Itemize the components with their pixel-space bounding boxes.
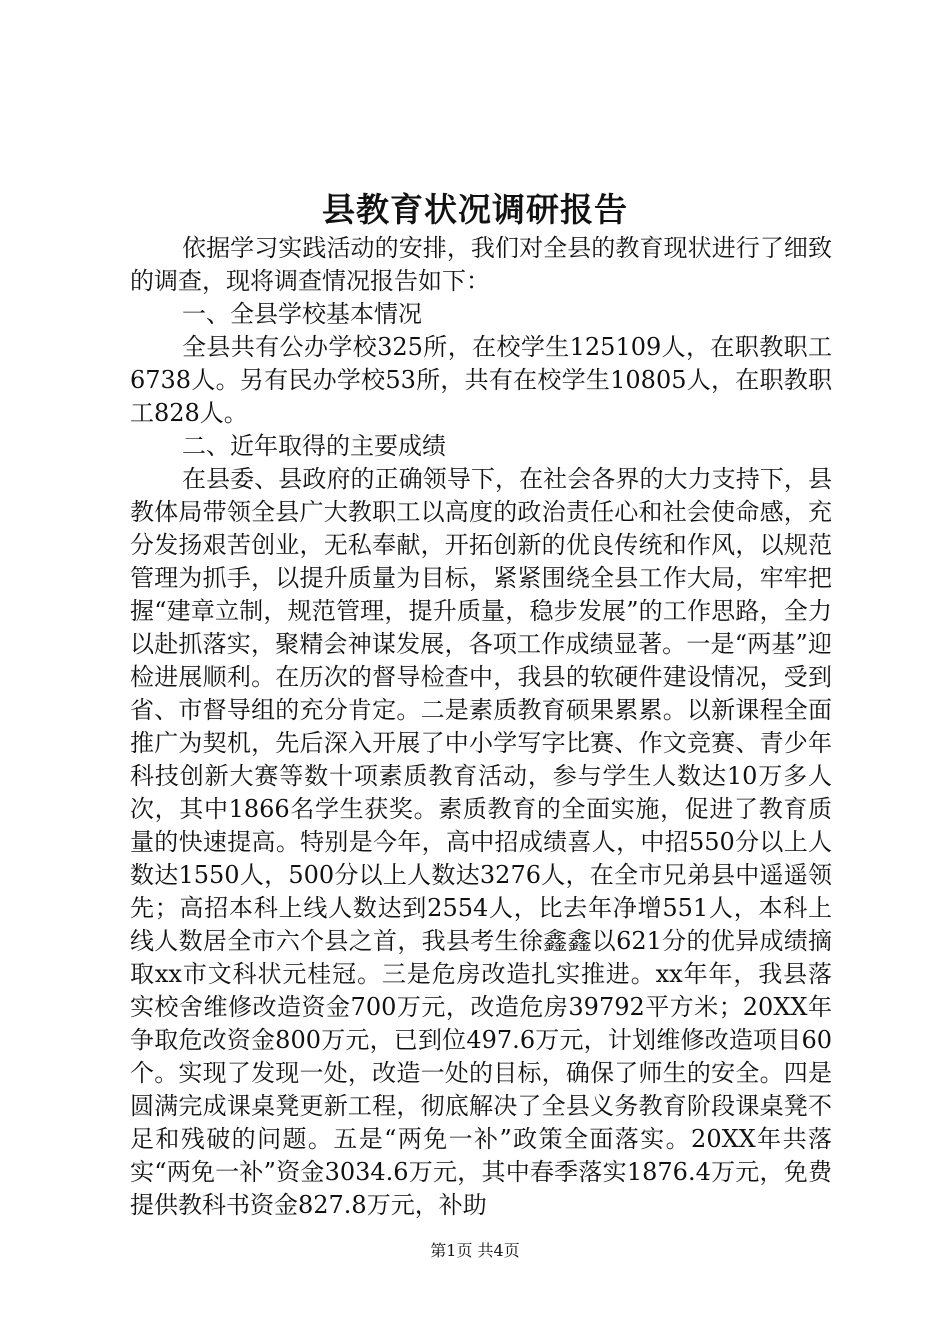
section-heading-1: 一、全县学校基本情况 xyxy=(182,300,422,328)
achievements-paragraph: 在县委、县政府的正确领导下，在社会各界的大力支持下，县教体局带领全县广大教职工以高度的政治责任心和社会使命感，充分发扬艰苦创业，无私奉献，开拓创新的优良传统和作风，以规范管理为抓手，以提升质量为目标，紧紧围绕全县工作大局，牢牢把握“建章立制，规范管理，提升质量，稳步发展”的工作思路，全力以赴抓落实，聚精会神谋发展，各项工作成绩显著。一是“两基”迎检进展顺利。在历次的督导检查中，我县的软硬件建设情况，受到省、市督导组的充分肯定。二是素质教育硕果累累。以新课程全面推广为契机，先后深入开展了中小学写字比赛、作文竞赛、青少年科技创新大赛等数十项素质教育活动，参与学生人数达10万多人次，其中1866名学生获奖。素质教育的全面实施，促进了教育质量的快速提高。特别是今年，高中招成绩喜人，中招550分以上人数达1550人，500分以上人数达3276人，在全市兄弟县中遥遥领先；高招本科上线人数达到2554人，比去年净增551人，本科上线人数居全市六个县之首，我县考生徐鑫鑫以621分的优异成绩摘取xx市文科状元桂冠。三是危房改造扎实推进。xx年年，我县落实校舍维修改造资金700万元，改造危房39792平方米；20XX年争取危改资金800万元，已到位497.6万元，计划维修改造项目60个。实现了发现一处，改造一处的目标，确保了师生的安全。四是圆满完成课桌凳更新工程，彻底解决了全县义务教育阶段课桌凳不足和残破的问题。五是“两免一补”政策全面落实。20XX年共落实“两免一补”资金3034.6万元，其中春季落实1876.4万元，免费提供教科书资金827.8万元，补助 xyxy=(130,465,832,1219)
intro-paragraph: 依据学习实践活动的安排，我们对全县的教育现状进行了细致的调查，现将调查情况报告如下： xyxy=(130,234,832,295)
school-stats-paragraph: 全县共有公办学校325所，在校学生125109人，在职教职工6738人。另有民办学校53所，共有在校学生10805人，在职教职工828人。 xyxy=(130,333,832,427)
document-title: 县教育状况调研报告 xyxy=(322,190,628,229)
page-number-footer: 第1页 共4页 xyxy=(430,1241,520,1260)
document-body xyxy=(130,232,832,1222)
section-heading-2: 二、近年取得的主要成绩 xyxy=(182,432,446,460)
